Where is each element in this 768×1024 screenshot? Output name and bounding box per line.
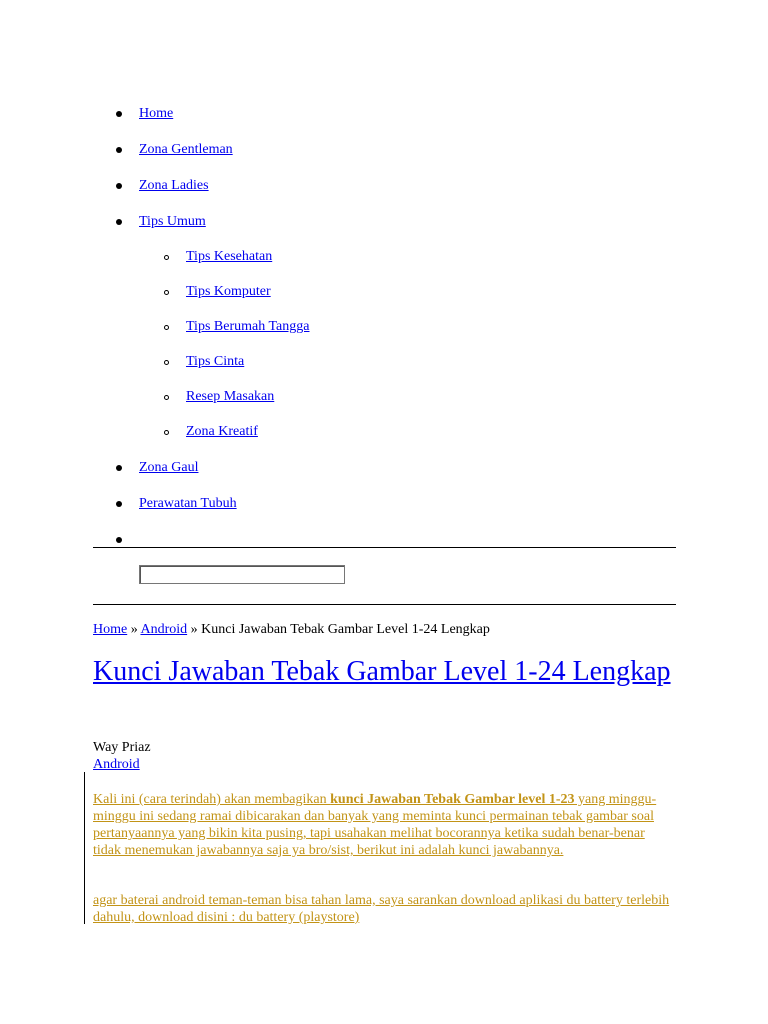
battery-text: agar baterai android teman-teman bisa tahan lama, saya sarankan download aplikasi du battery terlebih dahulu, download disini : du battery (playstore): [93, 893, 670, 925]
post-paragraph-intro[interactable]: [93, 791, 673, 859]
post-paragraph-battery[interactable]: [93, 892, 673, 926]
subnav-link-resep-masakan[interactable]: Resep Masakan: [186, 389, 275, 404]
bullet-circle-icon: [164, 430, 169, 435]
intro-text-end: yang minggu-minggu ini sedang ramai dibicarakan dan banyak yang meminta kunci permainan tebak gambar soal pertanyaannya yang bikin kita pusing, tapi usahakan melihat bocorannya ketika sudah benar-benar tidak menemukan jawabannya saja ya bro/sist, berikut ini adalah kunci jawabannya.: [93, 792, 657, 858]
breadcrumb-separator: »: [130, 622, 138, 637]
bullet-circle-icon: [164, 325, 169, 330]
bullet-disc-icon: [116, 465, 122, 471]
nav-link-tips-umum[interactable]: Tips Umum: [139, 214, 206, 229]
bullet-circle-icon: [164, 360, 169, 365]
subnav-link-tips-kesehatan[interactable]: Tips Kesehatan: [186, 249, 273, 264]
nav-link-zona-gaul[interactable]: Zona Gaul: [139, 460, 199, 475]
breadcrumb: [93, 622, 490, 638]
nav-link-zona-gentleman[interactable]: Zona Gentleman: [139, 142, 233, 157]
bullet-circle-icon: [164, 290, 169, 295]
bullet-disc-icon: [116, 219, 122, 225]
intro-text-bold: kunci Jawaban Tebak Gambar level 1-23: [330, 792, 575, 807]
subnav-link-zona-kreatif[interactable]: Zona Kreatif: [186, 424, 258, 439]
post-category-link[interactable]: Android: [93, 757, 140, 772]
subnav-link-tips-berumah-tangga[interactable]: Tips Berumah Tangga: [186, 319, 310, 334]
bullet-disc-icon: [116, 183, 122, 189]
nav-link-perawatan-tubuh[interactable]: Perawatan Tubuh: [139, 496, 237, 511]
breadcrumb-home-link[interactable]: Home: [93, 622, 128, 637]
breadcrumb-current: Kunci Jawaban Tebak Gambar Level 1-24 Lengkap: [201, 622, 490, 637]
subnav-link-tips-komputer[interactable]: Tips Komputer: [186, 284, 271, 299]
divider-bottom: [93, 604, 676, 605]
search-input[interactable]: [139, 565, 345, 584]
divider-top: [93, 547, 676, 548]
page-title: [93, 655, 693, 689]
bullet-circle-icon: [164, 255, 169, 260]
post-title-link[interactable]: Kunci Jawaban Tebak Gambar Level 1-24 Lengkap: [93, 656, 671, 687]
post-author: Way Priaz: [93, 740, 151, 755]
intro-text-start: Kali ini (cara terindah) akan membagikan: [93, 792, 331, 807]
bullet-disc-icon: [116, 501, 122, 507]
nav-link-home[interactable]: Home: [139, 106, 174, 121]
nav-link-zona-ladies[interactable]: Zona Ladies: [139, 178, 209, 193]
bullet-disc-icon: [116, 537, 122, 543]
post-category: [93, 757, 140, 773]
bullet-circle-icon: [164, 395, 169, 400]
subnav-link-tips-cinta[interactable]: Tips Cinta: [186, 354, 245, 369]
breadcrumb-category-link[interactable]: Android: [140, 622, 188, 637]
content-left-border: [84, 772, 85, 924]
bullet-disc-icon: [116, 111, 122, 117]
bullet-disc-icon: [116, 147, 122, 153]
breadcrumb-separator: »: [190, 622, 198, 637]
